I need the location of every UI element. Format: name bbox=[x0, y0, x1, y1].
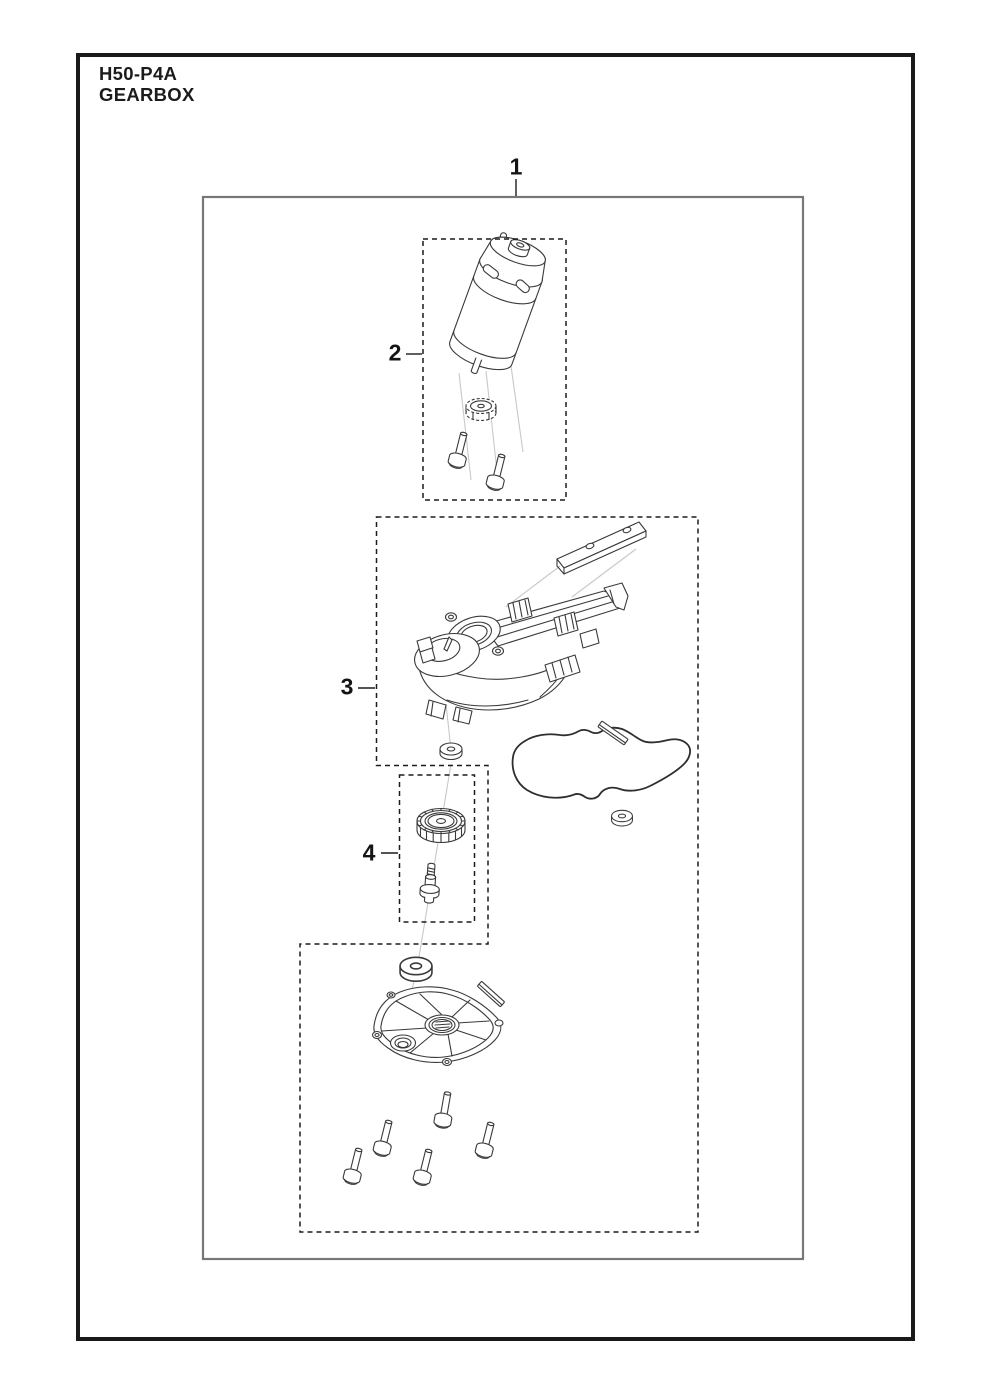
section-name: GEARBOX bbox=[99, 84, 195, 105]
pinion-gear-drawing bbox=[466, 399, 496, 421]
callout-2-label: 2 bbox=[388, 339, 402, 366]
page-title bbox=[99, 63, 195, 105]
gear-shaft-drawing bbox=[419, 863, 441, 904]
callout-1-label: 1 bbox=[509, 153, 523, 180]
gearbox-cover-drawing bbox=[373, 987, 504, 1066]
key-bar-drawing bbox=[598, 721, 628, 745]
electric-motor-drawing bbox=[443, 228, 554, 385]
washer-drawing bbox=[440, 743, 462, 760]
callout-4-label: 4 bbox=[362, 839, 376, 866]
model-code: H50-P4A bbox=[99, 63, 178, 84]
cover-key-bar-drawing bbox=[477, 981, 504, 1007]
small-washer-drawing bbox=[612, 810, 633, 826]
blade-bar-drawing bbox=[557, 522, 646, 574]
gearbox-housing-drawing bbox=[410, 583, 628, 724]
spacer-washer-drawing bbox=[400, 957, 432, 981]
gasket-drawing bbox=[513, 728, 691, 799]
callout-3-label: 3 bbox=[340, 673, 354, 700]
cover-screws-drawing bbox=[342, 1091, 499, 1187]
output-gear-drawing bbox=[417, 809, 465, 843]
motor-screws-drawing bbox=[447, 430, 510, 492]
